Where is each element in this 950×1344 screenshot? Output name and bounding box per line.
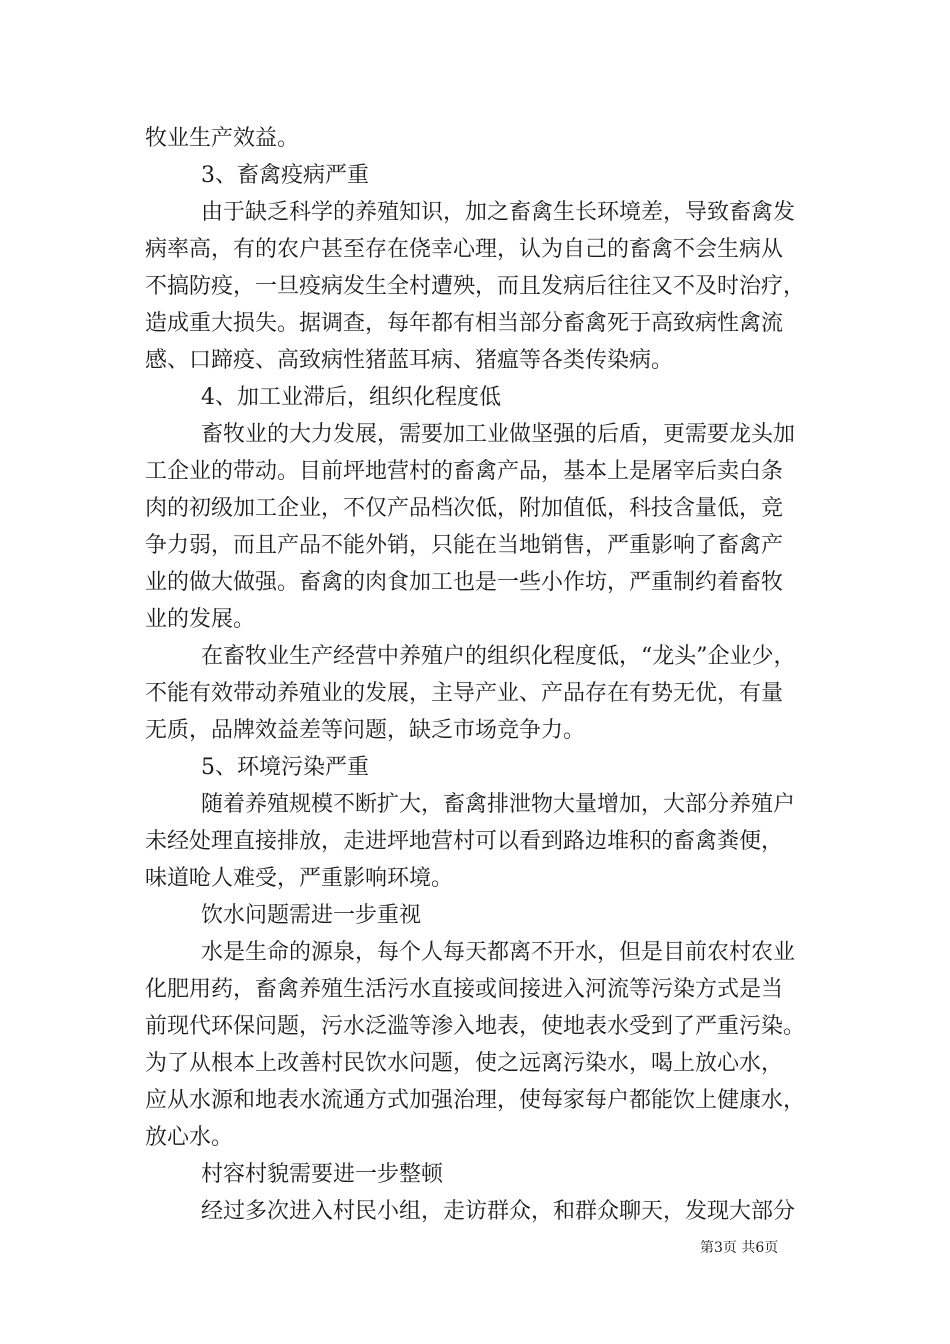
text-line: 在畜牧业生产经营中养殖户的组织化程度低，“龙头”企业少， (201, 644, 796, 669)
text-line: 肉的初级加工企业，不仅产品档次低，附加值低，科技含量低，竞 (145, 496, 784, 521)
text-line: 不能有效带动养殖业的发展，主导产业、产品存在有势无优，有量 (145, 681, 784, 706)
text-line: 病率高，有的农户甚至存在侥幸心理，认为自己的畜禽不会生病从 (145, 237, 784, 262)
page-number-footer: 第3页 共6页 (700, 1240, 779, 1256)
text-line: 造成重大损失。据调查，每年都有相当部分畜禽死于高致病性禽流 (145, 311, 784, 336)
section-heading: 饮水问题需进一步重视 (201, 903, 422, 928)
text-line: 味道呛人难受，严重影响环境。 (145, 866, 454, 891)
text-line: 感、口蹄疫、高致病性猪蓝耳病、猪瘟等各类传染病。 (145, 348, 674, 373)
text-line: 经过多次进入村民小组，走访群众，和群众聊天，发现大部分 (201, 1199, 796, 1224)
text-line: 水是生命的源泉，每个人每天都离不开水，但是目前农村农业 (201, 940, 796, 965)
text-line: 由于缺乏科学的养殖知识，加之畜禽生长环境差，导致畜禽发 (201, 200, 796, 225)
text-line: 不搞防疫，一旦疫病发生全村遭殃，而且发病后往往又不及时治疗， (145, 274, 806, 299)
text-line: 为了从根本上改善村民饮水问题，使之远离污染水，喝上放心水， (145, 1051, 784, 1076)
section-heading: 3、畜禽疫病严重 (201, 163, 369, 188)
text-line: 牧业生产效益。 (145, 126, 300, 151)
text-line: 随着养殖规模不断扩大，畜禽排泄物大量增加，大部分养殖户 (201, 792, 796, 817)
text-line: 畜牧业的大力发展，需要加工业做坚强的后盾，更需要龙头加 (201, 422, 796, 447)
text-line: 无质，品牌效益差等问题，缺乏市场竞争力。 (145, 718, 586, 743)
section-heading: 村容村貌需要进一步整顿 (201, 1162, 444, 1187)
text-line: 应从水源和地表水流通方式加强治理，使每家每户都能饮上健康水， (145, 1088, 806, 1113)
text-line: 争力弱，而且产品不能外销，只能在当地销售，严重影响了畜禽产 (145, 533, 784, 558)
text-line: 业的做大做强。畜禽的肉食加工也是一些小作坊，严重制约着畜牧 (145, 570, 784, 595)
text-line: 放心水。 (145, 1125, 234, 1150)
text-line: 业的发展。 (145, 607, 256, 632)
text-line: 工企业的带动。目前坪地营村的畜禽产品，基本上是屠宰后卖白条 (145, 459, 784, 484)
section-heading: 4、加工业滞后，组织化程度低 (201, 385, 501, 410)
text-line: 未经处理直接排放，走进坪地营村可以看到路边堆积的畜禽粪便， (145, 829, 784, 854)
text-line: 化肥用药，畜禽养殖生活污水直接或间接进入河流等污染方式是当 (145, 977, 784, 1002)
text-line: 前现代环保问题，污水泛滥等渗入地表，使地表水受到了严重污染。 (145, 1014, 806, 1039)
section-heading: 5、环境污染严重 (201, 755, 369, 780)
